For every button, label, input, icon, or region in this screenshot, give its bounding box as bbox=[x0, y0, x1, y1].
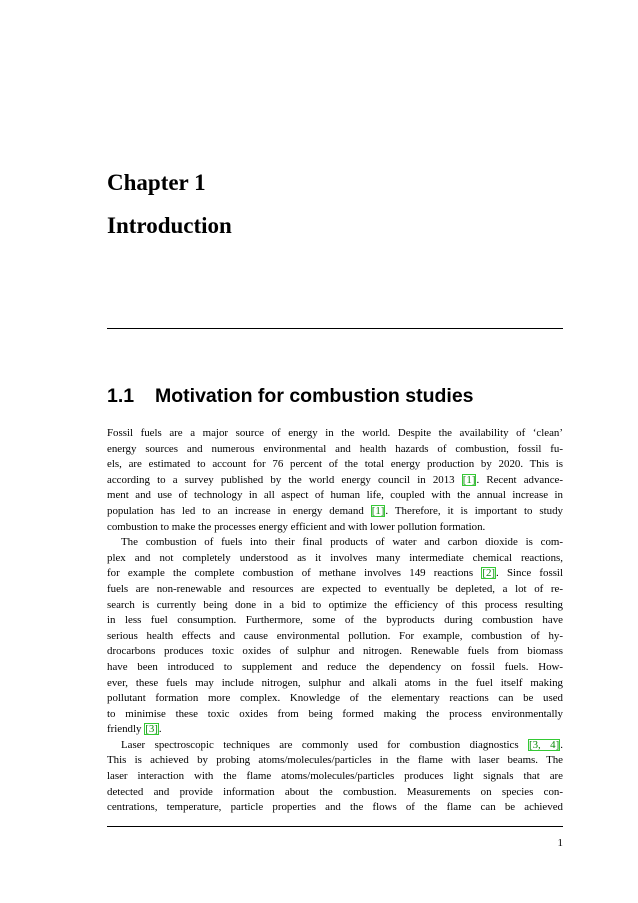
text-line bbox=[107, 644, 563, 660]
text-line bbox=[107, 660, 563, 676]
text-line bbox=[107, 676, 563, 692]
text-segment: in less fuel consumption. Furthermore, some of the byproducts during combustion have bbox=[107, 614, 563, 627]
text-line bbox=[107, 691, 563, 707]
text-line bbox=[107, 738, 563, 754]
citation-link[interactable]: [1] bbox=[371, 504, 385, 517]
text-segment: This is achieved by probing atoms/molecules/particles in the flame with laser beams. The bbox=[107, 754, 563, 767]
text-line bbox=[107, 488, 563, 504]
text-segment: laser interaction with the flame atoms/molecules/particles produces light signals that are bbox=[107, 770, 563, 783]
chapter-title: Introduction bbox=[107, 213, 232, 238]
text-segment: ment and use of technology in all aspect of human life, coupled with the annual increase in bbox=[107, 489, 563, 502]
page-number: 1 bbox=[557, 837, 563, 849]
text-segment: drocarbons produces toxic oxides of sulphur and nitrogen. Renewable fuels from biomass bbox=[107, 645, 563, 658]
text-segment: detected and provide information about the combustion. Measurements on species con- bbox=[107, 785, 563, 798]
citation-link[interactable]: [1] bbox=[462, 473, 476, 486]
citation-link[interactable]: [3] bbox=[145, 723, 158, 736]
text-segment: energy sources and numerous environmental and health hazards of combustion, fossil fu- bbox=[107, 442, 563, 455]
text-line bbox=[107, 520, 563, 536]
text-line bbox=[107, 722, 563, 738]
text-segment: . Therefore, it is important to study bbox=[385, 504, 563, 517]
text-line bbox=[107, 707, 563, 723]
section-title: Motivation for combustion studies bbox=[155, 385, 474, 407]
paragraph bbox=[107, 535, 563, 738]
text-line bbox=[107, 629, 563, 645]
text-segment: The combustion of fuels into their final products of water and carbon dioxide is com- bbox=[121, 536, 563, 549]
text-line bbox=[107, 442, 563, 458]
citation-link[interactable]: [3, 4] bbox=[528, 738, 560, 751]
chapter-divider bbox=[107, 328, 563, 329]
text-line bbox=[107, 566, 563, 582]
text-segment: plex and not completely understood as it involves many intermediate chemical reactions, bbox=[107, 551, 563, 564]
text-line bbox=[107, 457, 563, 473]
text-segment: have been introduced to supplement and reduce the dependency on fossil fuels. How- bbox=[107, 660, 563, 673]
paragraph bbox=[107, 738, 563, 816]
section-heading bbox=[107, 383, 567, 409]
text-line bbox=[107, 535, 563, 551]
text-line bbox=[107, 598, 563, 614]
text-segment: els, are estimated to account for 76 percent of the total energy production by 2020. This is bbox=[107, 458, 563, 471]
text-segment: for example the complete combustion of methane involves 149 reactions bbox=[107, 567, 482, 580]
text-line bbox=[107, 473, 563, 489]
body-text bbox=[107, 426, 563, 816]
text-segment: . Recent advance- bbox=[476, 473, 564, 486]
text-segment: . bbox=[560, 738, 563, 751]
text-line bbox=[107, 753, 563, 769]
text-line bbox=[107, 613, 563, 629]
text-segment: according to a survey published by the world energy council in 2013 bbox=[107, 473, 462, 486]
chapter-label: Chapter 1 bbox=[107, 170, 206, 195]
text-line bbox=[107, 769, 563, 785]
text-segment: serious health effects and cause environmental pollution. For example, combustion of hy- bbox=[107, 629, 563, 642]
text-segment: to minimise these toxic oxides from being formed making the process environmentally bbox=[107, 707, 563, 720]
citation-link[interactable]: [2] bbox=[482, 567, 496, 580]
text-line bbox=[107, 551, 563, 567]
text-segment: friendly bbox=[107, 723, 145, 736]
section-number: 1.1 bbox=[107, 385, 135, 407]
text-line bbox=[107, 785, 563, 801]
text-segment: ever, these fuels may include nitrogen, sulphur and alkali atoms in the fuel itself making bbox=[107, 676, 563, 689]
text-segment: fuels are non-renewable and resources are expected to eventually be depleted, a lot of re- bbox=[107, 582, 563, 595]
text-segment: population has led to an increase in energy demand bbox=[107, 504, 371, 517]
text-segment: Laser spectroscopic techniques are commonly used for combustion diagnostics bbox=[121, 738, 528, 751]
text-line bbox=[107, 800, 563, 816]
text-segment: pollutant formation more complex. Knowledge of the elementary reactions can be used bbox=[107, 692, 563, 705]
text-line bbox=[107, 582, 563, 598]
text-line bbox=[107, 426, 563, 442]
text-segment: . bbox=[158, 723, 162, 736]
footer-divider bbox=[107, 826, 563, 827]
text-line bbox=[107, 504, 563, 520]
paragraph bbox=[107, 426, 563, 535]
text-segment: Fossil fuels are a major source of energy in the world. Despite the availability of ‘clean’ bbox=[107, 427, 563, 439]
text-segment: centrations, temperature, particle properties and the flows of the flame can be achieved bbox=[107, 801, 563, 814]
text-segment: . Since fossil bbox=[496, 567, 563, 580]
text-segment: combustion to make the processes energy efficient and with lower pollution formation. bbox=[107, 520, 486, 533]
text-segment: search is currently being done in a bid to optimize the efficiency of this process resulting bbox=[107, 598, 563, 611]
